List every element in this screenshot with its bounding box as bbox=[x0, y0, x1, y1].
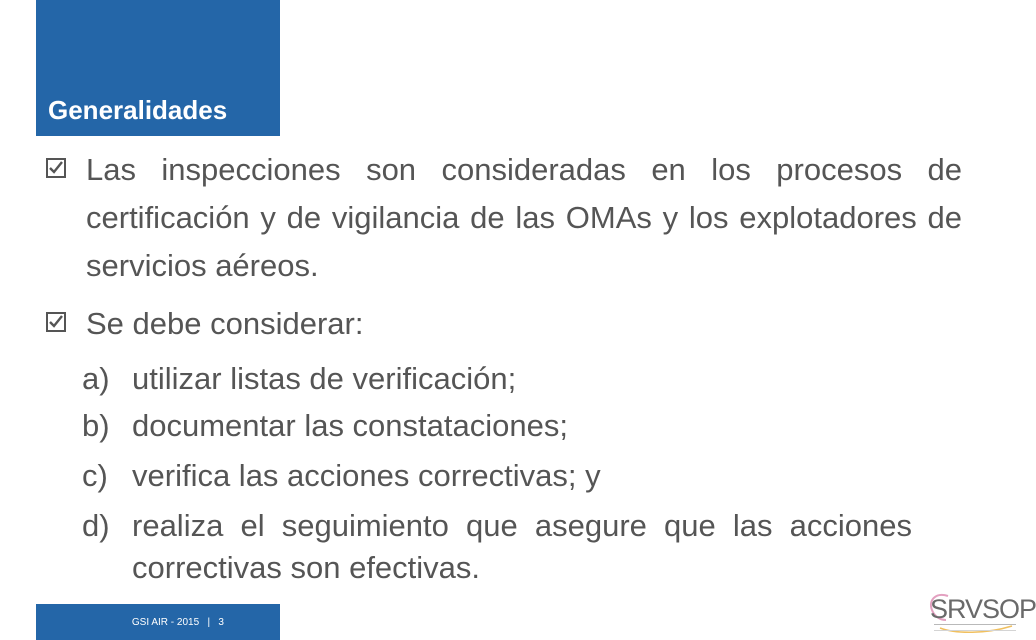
list-item-text: utilizar listas de verificación; bbox=[132, 361, 517, 396]
logo-subtitle-lines bbox=[934, 624, 1016, 631]
srvsop-logo bbox=[926, 590, 1036, 636]
bullet-2 bbox=[46, 300, 1006, 348]
slide-title: Generalidades bbox=[48, 95, 228, 125]
bullet-1-text: Las inspecciones son consideradas en los procesos de certificación y de vigilancia de las OMAs y los explotadores de servicios aéreos. bbox=[86, 152, 962, 283]
bullet-2-text: Se debe considerar: bbox=[86, 306, 364, 341]
list-marker: d) bbox=[82, 508, 110, 543]
list-item-text: realiza el seguimiento que asegure que las acciones correctivas son efectivas. bbox=[132, 508, 912, 585]
list-marker: c) bbox=[82, 458, 108, 493]
title-block bbox=[36, 0, 280, 136]
list-item-text: verifica las acciones correctivas; y bbox=[132, 458, 601, 493]
footer-bar bbox=[36, 604, 280, 640]
list-item-text: documentar las constataciones; bbox=[132, 408, 568, 443]
list-marker: a) bbox=[82, 361, 110, 396]
bullet-1 bbox=[46, 146, 1006, 296]
checkbox-checked-icon bbox=[46, 158, 66, 178]
logo-text: SRVSOP bbox=[930, 594, 1036, 624]
list-marker: b) bbox=[82, 408, 110, 443]
checkbox-checked-icon bbox=[46, 312, 66, 332]
footer-text: GSI AIR - 2015 | 3 bbox=[131, 617, 224, 628]
